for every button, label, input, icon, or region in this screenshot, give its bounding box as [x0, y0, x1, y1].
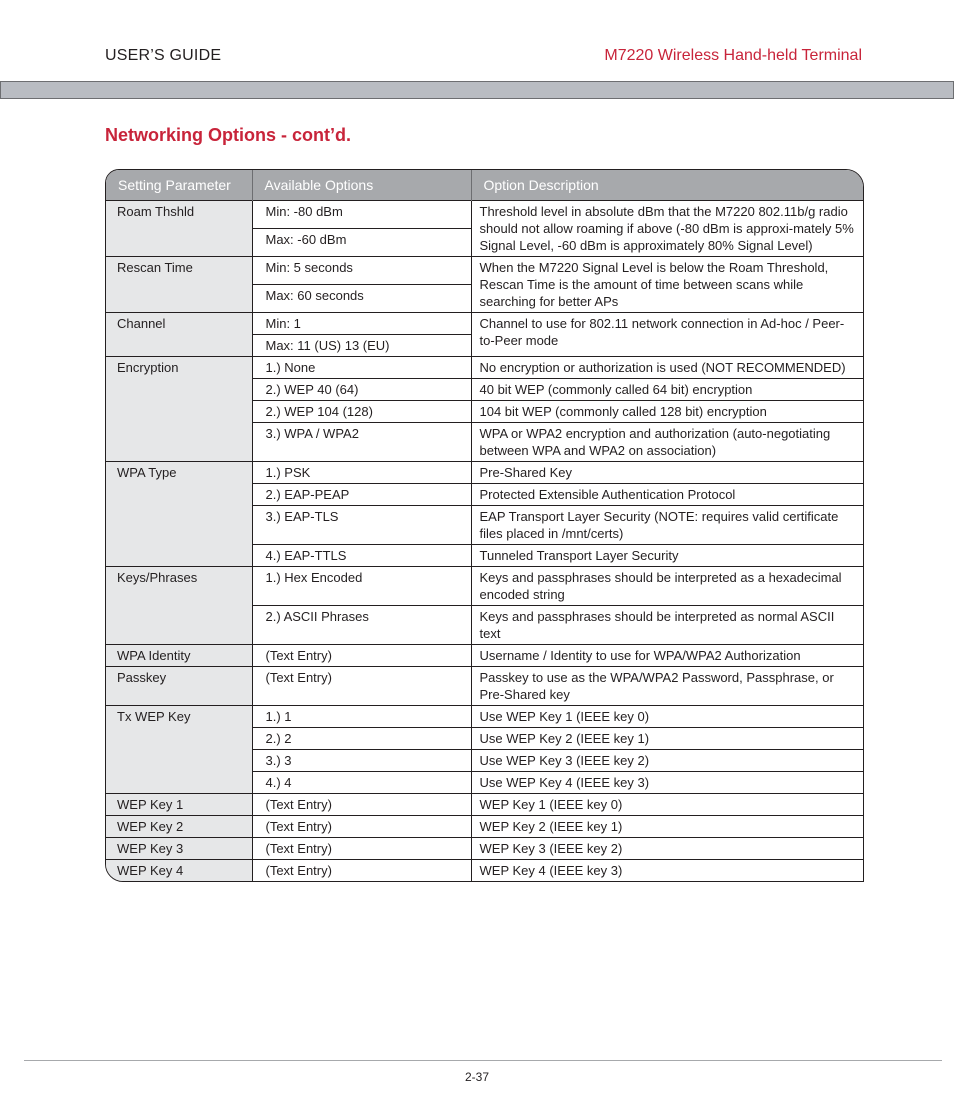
- column-header-setting-parameter: Setting Parameter: [106, 170, 252, 201]
- available-option-cell: Min: -80 dBm: [252, 201, 471, 229]
- option-description-cell: Use WEP Key 2 (IEEE key 1): [471, 728, 863, 750]
- available-option-cell: 4.) EAP-TTLS: [252, 545, 471, 567]
- setting-parameter-cell: Encryption: [106, 357, 252, 462]
- available-option-cell: (Text Entry): [252, 645, 471, 667]
- option-description-cell: WEP Key 4 (IEEE key 3): [471, 860, 863, 882]
- table-row: [106, 838, 863, 860]
- setting-parameter-cell: WEP Key 3: [106, 838, 252, 860]
- setting-parameter-cell: WEP Key 2: [106, 816, 252, 838]
- table-row: [106, 860, 863, 882]
- option-description-cell: EAP Transport Layer Security (NOTE: requires valid certificate files placed in /mnt/certs): [471, 506, 863, 545]
- table-row: [106, 357, 863, 379]
- footer-rule: [24, 1060, 942, 1061]
- table-row: [106, 567, 863, 606]
- option-description-cell: When the M7220 Signal Level is below the Roam Threshold, Rescan Time is the amount of time between scans while searching for better APs: [471, 257, 863, 313]
- available-option-cell: 2.) WEP 40 (64): [252, 379, 471, 401]
- option-description-cell: Use WEP Key 3 (IEEE key 2): [471, 750, 863, 772]
- setting-parameter-cell: Tx WEP Key: [106, 706, 252, 794]
- option-description-cell: Passkey to use as the WPA/WPA2 Password, Passphrase, or Pre-Shared key: [471, 667, 863, 706]
- guide-label: USER’S GUIDE: [105, 47, 222, 64]
- setting-parameter-cell: WPA Type: [106, 462, 252, 567]
- table-row: [106, 706, 863, 728]
- option-description-cell: Username / Identity to use for WPA/WPA2 Authorization: [471, 645, 863, 667]
- available-option-cell: (Text Entry): [252, 816, 471, 838]
- setting-parameter-cell: WEP Key 4: [106, 860, 252, 882]
- table-body: [106, 201, 863, 882]
- available-option-cell: (Text Entry): [252, 794, 471, 816]
- available-option-cell: 3.) EAP-TLS: [252, 506, 471, 545]
- setting-parameter-cell: WPA Identity: [106, 645, 252, 667]
- section-title: Networking Options - cont’d.: [105, 125, 351, 145]
- available-option-cell: 3.) WPA / WPA2: [252, 423, 471, 462]
- available-option-cell: 1.) 1: [252, 706, 471, 728]
- option-description-cell: WEP Key 2 (IEEE key 1): [471, 816, 863, 838]
- option-description-cell: Keys and passphrases should be interpreted as normal ASCII text: [471, 606, 863, 645]
- column-header-available-options: Available Options: [252, 170, 471, 201]
- table-row: [106, 462, 863, 484]
- setting-parameter-cell: Roam Thshld: [106, 201, 252, 257]
- option-description-cell: Use WEP Key 4 (IEEE key 3): [471, 772, 863, 794]
- option-description-cell: Tunneled Transport Layer Security: [471, 545, 863, 567]
- available-option-cell: (Text Entry): [252, 860, 471, 882]
- available-option-cell: 4.) 4: [252, 772, 471, 794]
- table-row: [106, 794, 863, 816]
- option-description-cell: WEP Key 3 (IEEE key 2): [471, 838, 863, 860]
- available-option-cell: (Text Entry): [252, 838, 471, 860]
- option-description-cell: WEP Key 1 (IEEE key 0): [471, 794, 863, 816]
- available-option-cell: 2.) WEP 104 (128): [252, 401, 471, 423]
- option-description-cell: Protected Extensible Authentication Protocol: [471, 484, 863, 506]
- page-number: 2-37: [464, 1070, 490, 1084]
- header-band: [0, 81, 954, 99]
- available-option-cell: 1.) Hex Encoded: [252, 567, 471, 606]
- setting-parameter-cell: Keys/Phrases: [106, 567, 252, 645]
- available-option-cell: 3.) 3: [252, 750, 471, 772]
- option-description-cell: 104 bit WEP (commonly called 128 bit) encryption: [471, 401, 863, 423]
- available-option-cell: Max: 11 (US) 13 (EU): [252, 335, 471, 357]
- available-option-cell: Max: 60 seconds: [252, 285, 471, 313]
- setting-parameter-cell: Rescan Time: [106, 257, 252, 313]
- option-description-cell: Threshold level in absolute dBm that the M7220 802.11b/g radio should not allow roaming if above (-80 dBm is approxi-mately 5% Signal Level, -60 dBm is approximately 80% Signal Level): [471, 201, 863, 257]
- available-option-cell: 2.) 2: [252, 728, 471, 750]
- options-table-frame: [105, 169, 864, 882]
- available-option-cell: Min: 1: [252, 313, 471, 335]
- option-description-cell: WPA or WPA2 encryption and authorization (auto-negotiating between WPA and WPA2 on association): [471, 423, 863, 462]
- available-option-cell: 2.) EAP-PEAP: [252, 484, 471, 506]
- table-row: [106, 816, 863, 838]
- table-row: [106, 667, 863, 706]
- setting-parameter-cell: WEP Key 1: [106, 794, 252, 816]
- available-option-cell: 1.) None: [252, 357, 471, 379]
- setting-parameter-cell: Passkey: [106, 667, 252, 706]
- table-row: [106, 201, 863, 229]
- networking-options-table: [106, 170, 863, 881]
- table-header-row: [106, 170, 863, 201]
- option-description-cell: 40 bit WEP (commonly called 64 bit) encryption: [471, 379, 863, 401]
- option-description-cell: Pre-Shared Key: [471, 462, 863, 484]
- option-description-cell: No encryption or authorization is used (NOT RECOMMENDED): [471, 357, 863, 379]
- product-name: M7220 Wireless Hand-held Terminal: [604, 47, 862, 64]
- table-row: [106, 257, 863, 285]
- column-header-option-description: Option Description: [471, 170, 863, 201]
- option-description-cell: Keys and passphrases should be interpreted as a hexadecimal encoded string: [471, 567, 863, 606]
- available-option-cell: (Text Entry): [252, 667, 471, 706]
- available-option-cell: 1.) PSK: [252, 462, 471, 484]
- table-row: [106, 313, 863, 335]
- setting-parameter-cell: Channel: [106, 313, 252, 357]
- option-description-cell: Use WEP Key 1 (IEEE key 0): [471, 706, 863, 728]
- available-option-cell: 2.) ASCII Phrases: [252, 606, 471, 645]
- option-description-cell: Channel to use for 802.11 network connection in Ad-hoc / Peer-to-Peer mode: [471, 313, 863, 357]
- available-option-cell: Min: 5 seconds: [252, 257, 471, 285]
- available-option-cell: Max: -60 dBm: [252, 229, 471, 257]
- table-row: [106, 645, 863, 667]
